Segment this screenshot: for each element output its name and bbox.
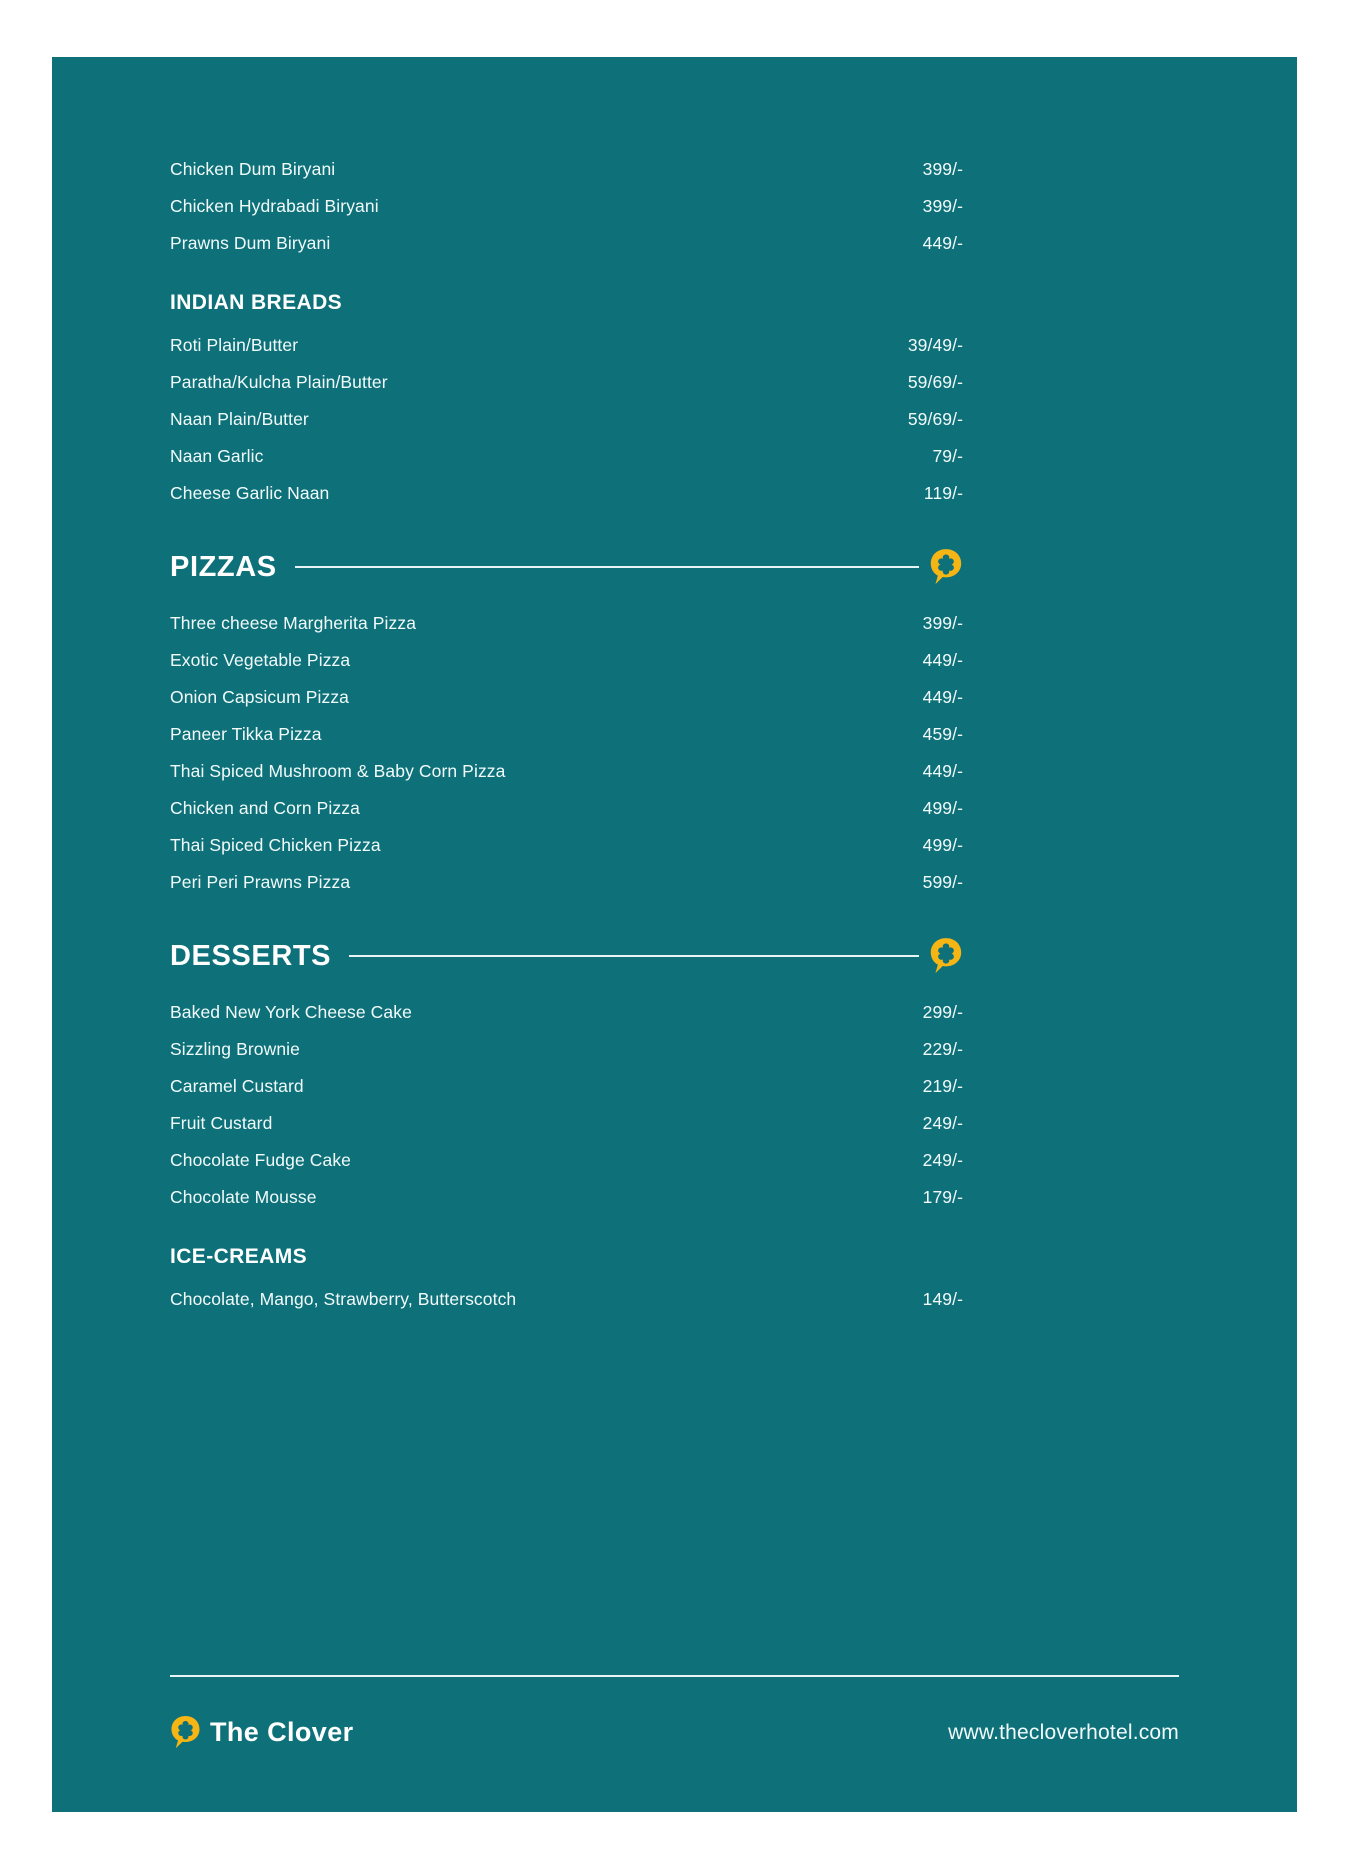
section-title: PIZZAS: [170, 550, 277, 583]
menu-item-name: Naan Plain/Butter: [170, 409, 309, 429]
website-url: www.thecloverhotel.com: [948, 1721, 1179, 1744]
menu-item-name: Paratha/Kulcha Plain/Butter: [170, 372, 388, 392]
menu-item-name: Chocolate Mousse: [170, 1187, 317, 1207]
menu-item-price: 499/-: [922, 835, 963, 855]
menu-item-row: [170, 1068, 963, 1105]
section-rule: [349, 955, 919, 957]
menu-item-row: [170, 642, 963, 679]
menu-item-price: 249/-: [922, 1150, 963, 1170]
brand-name: The Clover: [210, 1717, 354, 1747]
section-header-pizzas: [170, 546, 963, 588]
menu-item-list: [170, 327, 963, 512]
menu-item-row: [170, 864, 963, 901]
menu-section-ice-creams: [170, 1246, 963, 1318]
menu-item-price: 459/-: [922, 724, 963, 744]
menu-item-name: Three cheese Margherita Pizza: [170, 613, 417, 633]
menu-section-indian-breads: [170, 292, 963, 512]
menu-item-price: 499/-: [922, 798, 963, 818]
menu-item-price: 179/-: [922, 1187, 963, 1207]
menu-item-name: Chicken Hydrabadi Biryani: [170, 196, 379, 216]
menu-item-row: [170, 679, 963, 716]
menu-item-price: 119/-: [923, 483, 963, 503]
menu-item-price: 399/-: [922, 159, 963, 179]
menu-item-name: Sizzling Brownie: [170, 1039, 300, 1059]
menu-item-price: 399/-: [922, 196, 963, 216]
menu-item-row: [170, 605, 963, 642]
menu-item-name: Naan Garlic: [170, 446, 264, 466]
menu-item-price: 219/-: [922, 1076, 963, 1096]
menu-item-name: Fruit Custard: [170, 1113, 273, 1133]
clover-logo-icon: [929, 548, 963, 586]
menu-item-price: 449/-: [922, 233, 963, 253]
menu-item-name: Chicken and Corn Pizza: [170, 798, 360, 818]
brand-lockup: [170, 1715, 354, 1750]
menu-item-row: [170, 1281, 963, 1318]
menu-item-price: 249/-: [922, 1113, 963, 1133]
menu-item-row: [170, 188, 963, 225]
menu-item-name: Thai Spiced Mushroom & Baby Corn Pizza: [170, 761, 506, 781]
section-subheader-indian-breads: INDIAN BREADS: [170, 291, 343, 314]
menu-page: [52, 57, 1297, 1812]
menu-item-price: 399/-: [922, 613, 963, 633]
menu-sections: [170, 57, 963, 1318]
clover-logo-icon: [929, 937, 963, 975]
menu-item-name: Peri Peri Prawns Pizza: [170, 872, 351, 892]
menu-item-price: 599/-: [922, 872, 963, 892]
menu-item-name: Baked New York Cheese Cake: [170, 1002, 412, 1022]
menu-item-price: 39/49/-: [907, 335, 963, 355]
menu-item-row: [170, 994, 963, 1031]
menu-item-row: [170, 753, 963, 790]
menu-section-pizzas: [170, 546, 963, 901]
menu-item-price: 149/-: [922, 1289, 963, 1309]
menu-item-name: Cheese Garlic Naan: [170, 483, 330, 503]
menu-item-list: [170, 1281, 963, 1318]
menu-item-row: [170, 1179, 963, 1216]
menu-section-biryani-continued: [170, 151, 963, 262]
clover-logo-icon: [170, 1715, 201, 1750]
menu-item-name: Paneer Tikka Pizza: [170, 724, 322, 744]
menu-item-row: [170, 1105, 963, 1142]
menu-item-row: [170, 716, 963, 753]
menu-item-row: [170, 438, 963, 475]
page-footer: [170, 1675, 1179, 1750]
menu-item-row: [170, 1142, 963, 1179]
section-subheader-ice-creams: ICE-CREAMS: [170, 1245, 308, 1268]
menu-item-name: Exotic Vegetable Pizza: [170, 650, 351, 670]
menu-item-list: [170, 605, 963, 901]
footer-divider: [170, 1675, 1179, 1677]
menu-item-name: Prawns Dum Biryani: [170, 233, 331, 253]
section-rule: [295, 566, 919, 568]
menu-item-row: [170, 827, 963, 864]
menu-item-row: [170, 151, 963, 188]
menu-item-name: Thai Spiced Chicken Pizza: [170, 835, 381, 855]
menu-item-price: 449/-: [922, 650, 963, 670]
menu-item-price: 449/-: [922, 687, 963, 707]
menu-item-row: [170, 1031, 963, 1068]
menu-item-row: [170, 475, 963, 512]
section-title: DESSERTS: [170, 939, 332, 972]
menu-item-price: 59/69/-: [907, 409, 963, 429]
menu-item-row: [170, 790, 963, 827]
menu-item-row: [170, 364, 963, 401]
menu-item-list: [170, 994, 963, 1216]
menu-item-row: [170, 327, 963, 364]
menu-item-row: [170, 225, 963, 262]
menu-item-price: 79/-: [932, 446, 963, 466]
menu-item-price: 229/-: [922, 1039, 963, 1059]
menu-item-list: [170, 151, 963, 262]
menu-item-name: Chocolate Fudge Cake: [170, 1150, 351, 1170]
menu-item-name: Roti Plain/Butter: [170, 335, 299, 355]
footer-bar: [170, 1715, 1179, 1750]
menu-item-row: [170, 401, 963, 438]
menu-item-price: 299/-: [922, 1002, 963, 1022]
menu-item-price: 449/-: [922, 761, 963, 781]
menu-section-desserts: [170, 935, 963, 1216]
menu-item-name: Chocolate, Mango, Strawberry, Butterscotch: [170, 1289, 517, 1309]
menu-content: [170, 57, 963, 1812]
menu-item-name: Caramel Custard: [170, 1076, 304, 1096]
section-header-desserts: [170, 935, 963, 977]
menu-item-name: Chicken Dum Biryani: [170, 159, 336, 179]
menu-item-name: Onion Capsicum Pizza: [170, 687, 350, 707]
menu-item-price: 59/69/-: [907, 372, 963, 392]
